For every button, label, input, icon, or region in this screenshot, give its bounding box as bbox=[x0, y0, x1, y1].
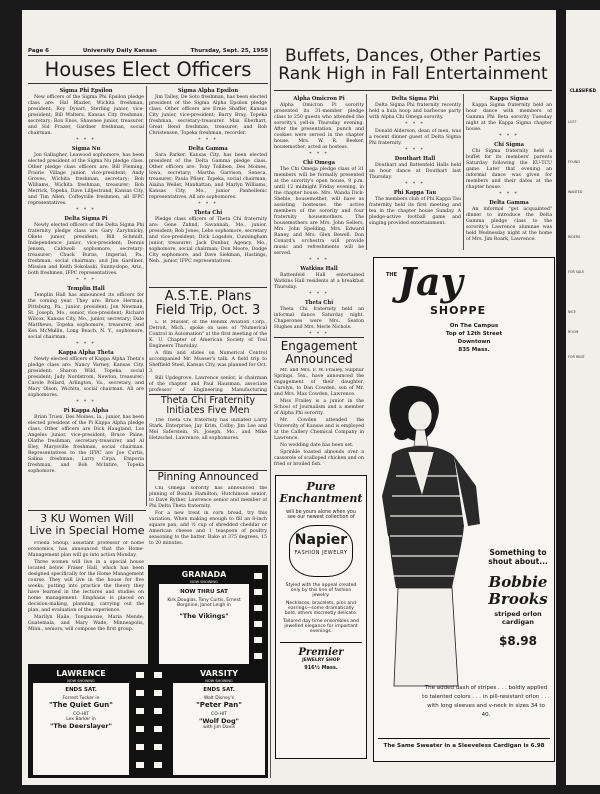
lawrence-l2: Forrest Tucker in bbox=[62, 696, 100, 701]
aste-body-2: Bill Updegrove, Lawrence senior, is chairman of the chapter and Paul Hausman, associate professor of Engineering Manufacturing bbox=[149, 376, 267, 392]
col2-body-1: Sara Parker, Kansas City, has been elected president of the Delta Gamma pledge class. Other officers are: Tony Tolliben, Des Moines, Iowa, secretary; Martha Garrison, Seneca, treasurer; Paula Pfiser, Topeka, social chairman; Alaina Weiler, Manhattan, and Marlyn Williams, Kansas City, Mo., junior Panhellenic representatives. All are sophomores. bbox=[149, 153, 267, 200]
jay-shout: Something to shout about... bbox=[488, 548, 548, 566]
varsity-l5: "Wolf Dog" bbox=[198, 717, 239, 725]
col3-body-1: The Chi Omega pledge class of 31 members will be formally presented at the sorority's open house, 9 p.m. until 12 midnight Friday evening, in the chapter house. Mrs. Wanda Dick-Sheble, housemother, will have as assisting hostesses the active members of the sorority and four fraternity housemothers. The housemothers are Mrs. John Sellers, Mrs. John Spelding, Mrs. Edward Raney, and Mrs. Glen Bewell. Don Conard's orchestra will provide music and refreshments will be served. bbox=[274, 167, 364, 256]
varsity-panel bbox=[172, 667, 266, 776]
col1-body-4: Newly elected officers of Kappa Alpha Theta's pledge class are: Nancy Varney, Kansas City, president; Sharon Wild, Topeka, social president; Judy Nordstrom, Newton, treasurer; Carole Pollard, Arlington, Va., secretary, and Mary Olson, Wichita, social chairman. All are sophomores. bbox=[28, 357, 144, 398]
aste-body-0: L. B. Musser, of the Bendix Aviation Corp., Detroit, Mich., spoke on uses of "Numerical Control in Automation" at the first meeting of the K. U. Chapter of American Society of Tool Engineers Thursday. bbox=[149, 320, 267, 349]
pinning-article bbox=[149, 486, 267, 564]
col5-head-1: Chi Sigma bbox=[494, 142, 524, 148]
col4-body-0: Delta Sigma Phi fraternity recently held a hula hoop and barbecue party with Alpha Chi Omega sorority. bbox=[369, 103, 461, 120]
theta-chi-article bbox=[149, 418, 267, 456]
theta-chi-headline: Theta Chi Fraternity Initiates Five Men bbox=[160, 395, 256, 416]
folio-line bbox=[28, 48, 268, 56]
napier-logo bbox=[289, 525, 353, 577]
jay-l3: Downtown bbox=[457, 339, 491, 345]
granada-l3: "The Vikings" bbox=[179, 612, 229, 620]
aste-headline: A.S.T.E. Plans Field Trip, Oct. 3 bbox=[155, 289, 261, 318]
column-3: Alpha Omicron Pi Alpha Omicron Pi sorority presented its 31-member pledge class to 250 guests who attended the sorority's yell-in Thursday evening. After the presentation, punch and cookies were served in the chapter house. Mrs. W. R. Beeker, housemother, acted as hostess. * * * Chi Omega The Chi Omega pledge class of 31 members will be formally presented at the sorority's open house, 9 p.m. until 12 midnight Friday evening, in the chapter house. Mrs. Wanda Dick-Sheble, housemother, will have as assisting hostesses the active members of the sorority and four fraternity housemothers. The housemothers are Mrs. John Sellers, Mrs. John Spelding, Mrs. Edward Raney, and Mrs. Glen Bewell. Don Conard's orchestra will provide music and refreshments will be served. * * * Watkins Hall Battenfeld Hall entertained Watkins Hall residents at a breakfast Thursday. * * * Theta Chi Theta Chi fraternity held an informal dance Saturday night. Chaperones were Mrs. Seaton Hughes and Mrs. Merle Nichols. bbox=[274, 96, 364, 330]
engagement-body-3: No wedding date has been set. bbox=[280, 443, 354, 448]
jay-price: $8.98 bbox=[499, 634, 537, 648]
column-5: Kappa Sigma Kappa Sigma fraternity held an hour dance with members of Gamma Phi Beta sorority Tuesday night at the Kappa Sigma chapter house. * * * Chi Sigma Chi Sigma fraternity held a buffet for its members' parents Saturday following the KU-TCU game. Later that evening an informal dance was given for members and their dates at the chapter house. * * * Delta Gamma An informal "get acquainted" dinner to introduce the Delta Gamma pledge class to the sorority's Lawrence alumnae was held Wednesday night at the home of Mrs. Jim Roark, Lawrence. bbox=[466, 96, 552, 242]
folio-date: Thursday, Sept. 25, 1958 bbox=[190, 48, 268, 54]
strip-item-6: ROOM bbox=[568, 330, 579, 334]
engagement-headline: Engagement Announced bbox=[280, 339, 358, 366]
jay-l1: On The Campus bbox=[449, 323, 499, 329]
col1-body-5: Brian Truex, Des Moines, Ia., junior, has been elected president of the Pi Kappa Alpha pledge class. Other officers are Dick Haugland, Los Angeles junior, vice-president; Bruce Paine, Olathe freshman, secretary-treasurer, and Al Eley, Marysville freshman, social chairman. Representatives to the IFPC are Joe Curtis, Salina freshman; Larry Cirpa, Emporia freshman, and Bob McIntire, Topeka sophomore. bbox=[28, 415, 144, 474]
engagement-body-1: Miss Frailey is a junior in the School of Journalism and a member of Alpha Phi sorority. bbox=[274, 399, 364, 416]
napier-copy2: Necklaces, bracelets, pins and earrings—some dramatically bold, others discreetly delicate. bbox=[284, 601, 358, 616]
col4-body-1: Donald Alderson, dean of men, was a recent dinner guest of Delta Sigma Phi fraternity. bbox=[369, 129, 461, 146]
jay-brand: Bobbie Brooks bbox=[488, 573, 548, 608]
lawrence-panel bbox=[32, 667, 130, 776]
col3-head-0: Alpha Omicron Pi bbox=[293, 96, 345, 102]
aste-body-1: A film and slides on Numerical Control accompanied Mr. Musser's talk. A field trip to Sheffield Steel, Kansas City, was planned for Oct. 3. bbox=[149, 351, 267, 374]
column-1: Sigma Phi Epsilon New officers of the Sigma Phi Epsilon pledge class are: Hal Blazier, Wichita freshman, president; Roy Dysart, Sterling junior, vice-president; Bill Walters, Kansas City freshman, secretary; Ron Enos, Shawnee junior, treasurer, and Sid Frazer, Gardner freshman, social chairman. * * * Sigma Nu Jon Gallagher, Leawood sophomore, has been elected president of the Sigma Nu pledge class. Other pledge class officers are: Bill Fleming, Prairie Village junior, vice-president; Andy Groves, Wichita freshman, secretary; Bob Williams, Wichita freshman, treasurer; Bob Merrick, Topeka, Dave Lilljestrand, Kansas City, and Tim Allen, Coffeyville freshmen, all IFPC representatives. * * * Delta Sigma Pi Newly elected officers of the Delta Sigma Phi fraternity pledge class are Gary Zarybnicky, Oketo junior, president; Bill Schmidt, Independence junior, vice-president; Dennis Jensen, Caldwell sophomore, secretary-treasurer; Chuck Burns, Imperial, Pa., freshman, social chairman; and Jim Gardiner, Mission and Keith Sokolaski, Sunnyslope, Ariz., both freshmen, IFPC representatives. * * * Templin Hall Templin Hall has announced its officers for the coming year. They are: Bruce Herman, Pittsburg, Pa., junior, president; Jon Newman, St. Joseph, Mo., senior, vice-president; Richard Wilcox, Kansas City, Mo., junior, secretary; Dale Matthews, Topeka sophomore, treasurer, and Ken McMullin, Long Beach, N. Y., sophomore, social chairman. * * * Kappa Alpha Theta Newly elected officers of Kappa Alpha Theta's pledge class are: Nancy Varney, Kansas City, president; Sharon Wild, Topeka, social president; Judy Nordstrom, Newton, treasurer; Carole Pollard, Arlington, Va., secretary, and Mary Olson, Wichita, social chairman. All are sophomores. * * * Pi Kappa Alpha Brian Truex, Des Moines, Ia., junior, has been elected president of the Pi Kappa Alpha pledge class. Other officers are Dick Haugland, Los Angeles junior, vice-president; Bruce Paine, Olathe freshman, secretary-treasurer, and Al Eley, Marysville freshman, social chairman. Representatives to the IFPC are Joe Curtis, Salina freshman; Larry Cirpa, Emporia freshman, and Bob McIntire, Topeka sophomore. bbox=[28, 88, 144, 474]
col5-body-1: Chi Sigma fraternity held a buffet for its members' parents Saturday following the KU-TCU game. Later that evening an informal dance was given for members and their dates at the chapter house. bbox=[466, 149, 552, 190]
strip-item-7: FOR RENT bbox=[568, 355, 585, 359]
napier-copy3: Tailored day time ensembles and jewelled elegance for important evenings. bbox=[283, 619, 359, 634]
napier-store-name: Premier bbox=[298, 647, 344, 658]
engagement-body-0: Mr. and Mrs. F. W. Frailey, Sulphur Springs, Tex., have announced the engagement of their daughter, Carolyn, to Dan Cowden, son of Mr. and Mrs. Max Cowden, Lawrence. bbox=[274, 368, 364, 397]
napier-ad bbox=[275, 475, 367, 759]
granada-sub: NOW SHOWING bbox=[159, 580, 249, 584]
strip-item-0: LOST bbox=[568, 120, 577, 124]
strip-item-4: FOR SALE bbox=[568, 270, 585, 274]
col2-head-0: Sigma Alpha Epsilon bbox=[177, 88, 239, 94]
varsity-sub: NOW SHOWING bbox=[173, 679, 265, 683]
pinning-body-1: For a new treat in corn bread, try this variation. When making enough to fill an 8-inch square pan, add ½ cup of shredded cheddar or American cheese and 1 teaspoon of poultry seasoning to the batter. Bake at 375 degrees, 15 to 20 minutes. bbox=[149, 511, 267, 546]
napier-store bbox=[280, 642, 362, 671]
col3-head-2: Watkins Hall bbox=[300, 266, 338, 272]
napier-tagline: Pure Enchantment bbox=[279, 480, 363, 505]
lawrence-l6: "The Deerslayer" bbox=[49, 722, 113, 730]
varsity-l1: ENDS SAT. bbox=[203, 687, 235, 693]
engagement-article bbox=[274, 368, 364, 472]
col4-body-3: The members club of Phi Kappa Tau fraternity held its first meeting and tea in the chapter house Sunday. A pledge-active football game and singing provided entertainment. bbox=[369, 197, 461, 226]
lawrence-l5: Lex Barker in bbox=[66, 717, 96, 722]
folio-paper: University Daily Kansan bbox=[82, 48, 157, 54]
strip-item-1: FOUND bbox=[568, 160, 580, 164]
ku-women-body-0: Frieda Shoup, assistant professor of home economics, has announced that the Home-Management plan will go into action Monday. bbox=[28, 541, 144, 558]
strip-heading: CLASSIFIED bbox=[570, 88, 596, 93]
jay-copy: The added dash of stripes . . . boldly applied to talented colors . . . in pill-resistant orlon . . . with long sleeves and v-neck in sizes 34 to 40. bbox=[422, 685, 550, 718]
col4-head-2: Douthart Hall bbox=[394, 156, 436, 162]
aste-article bbox=[149, 320, 267, 392]
col4-head-0: Delta Sigma Phi bbox=[391, 96, 439, 102]
granada-name: GRANADA bbox=[159, 569, 249, 580]
col3-body-0: Alpha Omicron Pi sorority presented its 31-member pledge class to 250 guests who attended the sorority's yell-in Thursday evening. After the presentation, punch and cookies were served in the chapter house. Mrs. W. R. Beeker, housemother, acted as hostess. bbox=[274, 103, 364, 150]
col3-body-2: Battenfeld Hall entertained Watkins Hall residents at a breakfast Thursday. bbox=[274, 273, 364, 290]
ku-women-article bbox=[28, 541, 144, 659]
lawrence-l4: CO-HIT bbox=[73, 712, 89, 717]
lawrence-name: LAWRENCE bbox=[33, 668, 129, 679]
varsity-l2: Walt Disney's bbox=[203, 696, 235, 701]
col3-head-3: Theta Chi bbox=[304, 300, 334, 306]
col1-head-4: Kappa Alpha Theta bbox=[58, 350, 114, 356]
theta-chi-body: The Theta Chi fraternity has initiated Larry Stark, Enterprise; Jay Krim, Colby; Jim Lee and Mel Saferstein, St. Joseph, Mo., and Mike Hetzschel, Lawrence, all sophomores. bbox=[149, 418, 267, 441]
jay-l4: 835 Mass. bbox=[458, 347, 490, 353]
column-2: Sigma Alpha Epsilon Jim Talley, De Soto freshman, has been elected president of the Sigma Alpha Epsilon pledge class. Other officers are Ernie Shaffer, Kansas City junior, vice-president; Barry Bray, Topeka freshman, secretary-treasurer. Max Eberhart, Great Bend freshman, treasurer, and Bob Christensen, Topeka freshman, recorder. * * * Delta Gamma Sara Parker, Kansas City, has been elected president of the Delta Gamma pledge class. Other officers are: Tony Tolliben, Des Moines, Iowa, secretary; Martha Garrison, Seneca, treasurer; Paula Pfiser, Topeka, social chairman; Alaina Weiler, Manhattan, and Marlyn Williams, Kansas City, Mo., junior Panhellenic representatives. All are sophomores. * * * Theta Chi Pledge class officers of Theta Chi fraternity are: Gene Zahnd, Savannah, Mo., junior, president; Bob Jones, Lebo sophomore, secretary and vice-president; Dick Logsdon, Cunningham junior, treasurer; Jack Dunbar, Agency, Mo., sophomore, social chairman; Don Moore, Dodge City sophomore, and Dave Siekman, Hastings, Neb., junior, IFPC representatives. bbox=[149, 88, 267, 264]
ku-women-body-2: Marilyn Haile, Tonganoxie, Maria Mende, Guatemala, and Mary Wade, Minneapolis, Minn., seniors, will compose the first group. bbox=[28, 615, 144, 632]
newspaper-page bbox=[22, 10, 556, 785]
col2-head-2: Theta Chi bbox=[193, 210, 223, 216]
varsity-l4: CO-HIT bbox=[211, 712, 227, 717]
adjacent-page-strip bbox=[566, 10, 600, 785]
lawrence-l3: "The Quiet Gun" bbox=[49, 701, 113, 709]
napier-intro: will be yours alone when you see our newest collection of bbox=[286, 510, 356, 520]
jay-logo: Jay bbox=[398, 259, 463, 304]
jay-l2: Top of 12th Street bbox=[445, 331, 503, 337]
col2-body-0: Jim Talley, De Soto freshman, has been elected president of the Sigma Alpha Epsilon pledge class. Other officers are Ernie Shaffer, Kansas City junior, vice-president; Barry Bray, Topeka freshman, secretary-treasurer. Max Eberhart, Great Bend freshman, treasurer, and Bob Christensen, Topeka freshman, recorder. bbox=[149, 95, 267, 136]
column-4: Delta Sigma Phi Delta Sigma Phi fraternity recently held a hula hoop and barbecue party with Alpha Chi Omega sorority. * * * Donald Alderson, dean of men, was a recent dinner guest of Delta Sigma Phi fraternity. * * * Douthart Hall Douthart and Battenfeld Halls held an hour dance at Douthart last Thursday. * * * Phi Kappa Tau The members club of Phi Kappa Tau fraternity held its first meeting and tea in the chapter house Sunday. A pledge-active football game and singing provided entertainment. bbox=[369, 96, 461, 226]
ku-women-body-1: Three women will live in a special house located below Fraser Hall, which has been designed specifically for the Home Management course. They will live in the house for five weeks, putting into practice the theory they have learned in the lectures and studies on home management. Emphasis is placed on decision-making, planning, carrying out the plan, and evaluation of the experience. bbox=[28, 560, 144, 613]
col3-body-3: Theta Chi fraternity held an informal dance Saturday night. Chaperones were Mrs. Seaton Hughes and Mrs. Merle Nichols. bbox=[274, 307, 364, 330]
granada-l2: Kirk Douglas, Tony Curtis, Ernest Borgnine, Janet Leigh in bbox=[167, 598, 241, 608]
lawrence-ad bbox=[28, 664, 148, 778]
ku-women-headline: 3 KU Women Will Live in Special Home bbox=[29, 512, 145, 537]
col2-body-2: Pledge class officers of Theta Chi fraternity are: Gene Zahnd, Savannah, Mo., junior, president; Bob Jones, Lebo sophomore, secretary and vice-president; Dick Logsdon, Cunningham junior, treasurer; Jack Dunbar, Agency, Mo., sophomore, social chairman; Don Moore, Dodge City sophomore, and Dave Siekman, Hastings, Neb., junior, IFPC representatives. bbox=[149, 217, 267, 264]
col5-body-0: Kappa Sigma fraternity held an hour dance with members of Gamma Phi Beta sorority Tuesday night at the Kappa Sigma chapter house. bbox=[466, 103, 552, 132]
varsity-ad bbox=[148, 664, 268, 778]
varsity-l3: "Peter Pan" bbox=[196, 701, 242, 709]
col3-head-1: Chi Omega bbox=[303, 160, 335, 166]
engagement-body-4: Sprinkle toasted almonds over a casserole of scalloped chicken and on fried or broiled fish. bbox=[274, 450, 364, 467]
jay-footer: The Same Sweater in a Sleeveless Cardigan is 6.98 bbox=[378, 738, 550, 749]
pinning-body-0: Chi Omega sorority has announced the pinning of Bonita Hamilton, Hutchinson senior, to Dave Ryther, Lawrence senior and member of Phi Delta Theta fraternity. bbox=[149, 486, 267, 509]
houses-headline: Houses Elect Officers bbox=[44, 58, 252, 81]
jay-shoppe: SHOPPE bbox=[430, 304, 487, 317]
folio-page: Page 6 bbox=[28, 48, 50, 54]
strip-item-5: NICE bbox=[568, 310, 576, 314]
col2-head-1: Delta Gamma bbox=[188, 146, 228, 152]
model-illustration bbox=[378, 376, 486, 696]
col5-body-2: An informal "get acquainted" dinner to introduce the Delta Gamma pledge class to the sorority's Lawrence alumnae was held Wednesday night at the home of Mrs. Jim Roark, Lawrence. bbox=[466, 207, 552, 242]
col5-head-0: Kappa Sigma bbox=[489, 96, 529, 102]
col1-head-2: Delta Sigma Pi bbox=[64, 216, 108, 222]
napier-sub: FASHION JEWELRY bbox=[294, 550, 348, 556]
col1-head-0: Sigma Phi Epsilon bbox=[59, 88, 113, 94]
lawrence-sub: NOW SHOWING bbox=[33, 679, 129, 683]
pinning-headline: Pinning Announced bbox=[157, 471, 259, 483]
jay-the: THE bbox=[386, 272, 398, 278]
col1-body-0: New officers of the Sigma Phi Epsilon pledge class are: Hal Blazier, Wichita freshman, president; Roy Dysart, Sterling junior, vice-president; Bill Walters, Kansas City freshman, secretary; Ron Enos, Shawnee junior, treasurer, and Sid Frazer, Gardner freshman, social chairman. bbox=[28, 95, 144, 136]
jay-item: striped orlon cardigan bbox=[494, 610, 542, 626]
strip-item-3: RIDERS bbox=[568, 235, 581, 239]
col1-body-2: Newly elected officers of the Delta Sigma Phi fraternity pledge class are Gary Zarybnicky, Oketo junior, president; Bill Schmidt, Independence junior, vice-president; Dennis Jensen, Caldwell sophomore, secretary-treasurer; Chuck Burns, Imperial, Pa., freshman, social chairman; and Jim Gardiner, Mission and Keith Sokolaski, Sunnyslope, Ariz., both freshmen, IFPC representatives. bbox=[28, 223, 144, 276]
buffets-headline: Buffets, Dances, Other Parties Rank High in Fall Entertainment bbox=[278, 46, 548, 84]
varsity-l6: with Jim Davis bbox=[203, 725, 235, 730]
col1-head-1: Sigma Nu bbox=[71, 146, 101, 152]
col4-head-3: Phi Kappa Tau bbox=[393, 190, 437, 196]
col1-body-3: Templin Hall has announced its officers for the coming year. They are: Bruce Herman, Pittsburg, Pa., junior, president; Jon Newman, St. Joseph, Mo., senior, vice-president; Richard Wilcox, Kansas City, Mo., junior, secretary; Dale Matthews, Topeka sophomore, treasurer, and Ken McMullin, Long Beach, N. Y., sophomore, social chairman. bbox=[28, 293, 144, 340]
col1-head-3: Templin Hall bbox=[67, 286, 105, 292]
lawrence-l1: ENDS SAT. bbox=[65, 687, 97, 693]
strip-item-2: WANTED bbox=[568, 190, 583, 194]
jay-shoppe-ad bbox=[373, 257, 555, 762]
col5-head-2: Delta Gamma bbox=[489, 200, 529, 206]
jay-locations bbox=[434, 322, 514, 354]
varsity-name: VARSITY bbox=[173, 668, 265, 679]
col1-body-1: Jon Gallagher, Leawood sophomore, has been elected president of the Sigma Nu pledge class. Other pledge class officers are: Bill Fleming, Prairie Village junior, vice-president; Andy Groves, Wichita freshman, secretary; Bob Williams, Wichita freshman, treasurer; Bob Merrick, Topeka, Dave Lilljestrand, Kansas City, and Tim Allen, Coffeyville freshmen, all IFPC representatives. bbox=[28, 153, 144, 206]
napier-copy1: Styled with the appeal created only by this line of fashion jewelry. bbox=[285, 583, 357, 598]
napier-store-sub: JEWELRY SHOP bbox=[302, 658, 340, 663]
napier-address: 916½ Mass. bbox=[304, 665, 338, 671]
engagement-body-2: Mr. Cowden attended the University of Kansas and is employed at the Callery Chemical Company in Lawrence. bbox=[274, 418, 364, 441]
napier-brand: Napier bbox=[294, 532, 348, 548]
granada-l1: NOW THRU SAT bbox=[180, 589, 228, 595]
granada-ad bbox=[148, 565, 268, 669]
col1-head-5: Pi Kappa Alpha bbox=[63, 408, 109, 414]
col4-body-2: Douthart and Battenfeld Halls held an hour dance at Douthart last Thursday. bbox=[369, 163, 461, 180]
granada-panel bbox=[158, 568, 250, 667]
